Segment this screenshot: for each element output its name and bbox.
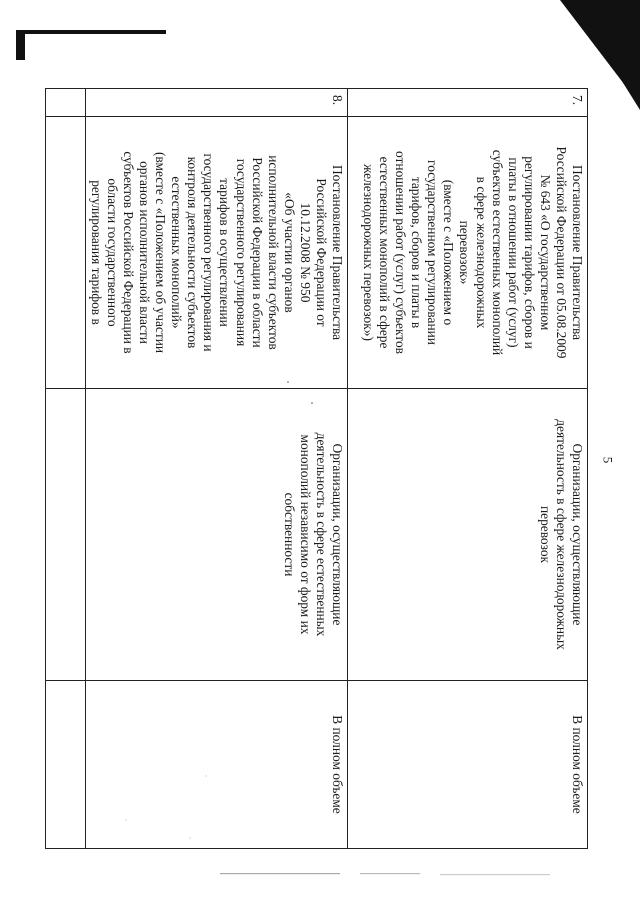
row-number: 7.: [348, 89, 588, 117]
volume-cell: В полном объеме: [85, 681, 347, 849]
scope-cell: Организации, осуществляющие деятельность в сфере естественных монополий независимо от форм их собственности: [85, 389, 347, 681]
volume-cell: [45, 681, 85, 849]
regulation-table: [45, 88, 588, 849]
table-row: [348, 89, 588, 849]
scope-cell: Организации, осуществляющие деятельность в сфере железнодорожных перевозок: [348, 389, 588, 681]
page-number: 5: [600, 456, 616, 464]
row-number: 8.: [85, 89, 347, 117]
volume-cell: В полном объеме: [348, 681, 588, 849]
scope-cell: [45, 389, 85, 681]
row-number: [45, 89, 85, 117]
legal-act-cell: Постановление Правительства Российской Федерации от 10.12.2008 № 950 «Об участии органов исполнительной власти субъектов Российской Федерации в области государственного регулирования тарифов в осуществлении государственного регулирования и контроля деятельности субъектов естественных монополий» (вместе с «Положением об участии органов исполнительной власти субъектов Российской Федерации в области государственного регулирования тарифов в: [85, 117, 347, 389]
legal-act-cell: [45, 117, 85, 389]
table-row: [45, 89, 85, 849]
rotated-table-sheet: [78, 88, 588, 848]
legal-act-cell: Постановление Правительства Российской Федерации от 05.08.2009 № 643 «О государственном регулировании тарифов, сборов и платы в отношении работ (услуг) субъектов естественных монополий в сфере железнодорожных перевозок» (вместе с «Положением о государственном регулировании тарифов, сборов и платы в отношении работ (услуг) субъектов естественных монополий в сфере железнодорожных перевозок»): [348, 117, 588, 389]
table-row: [85, 89, 347, 849]
